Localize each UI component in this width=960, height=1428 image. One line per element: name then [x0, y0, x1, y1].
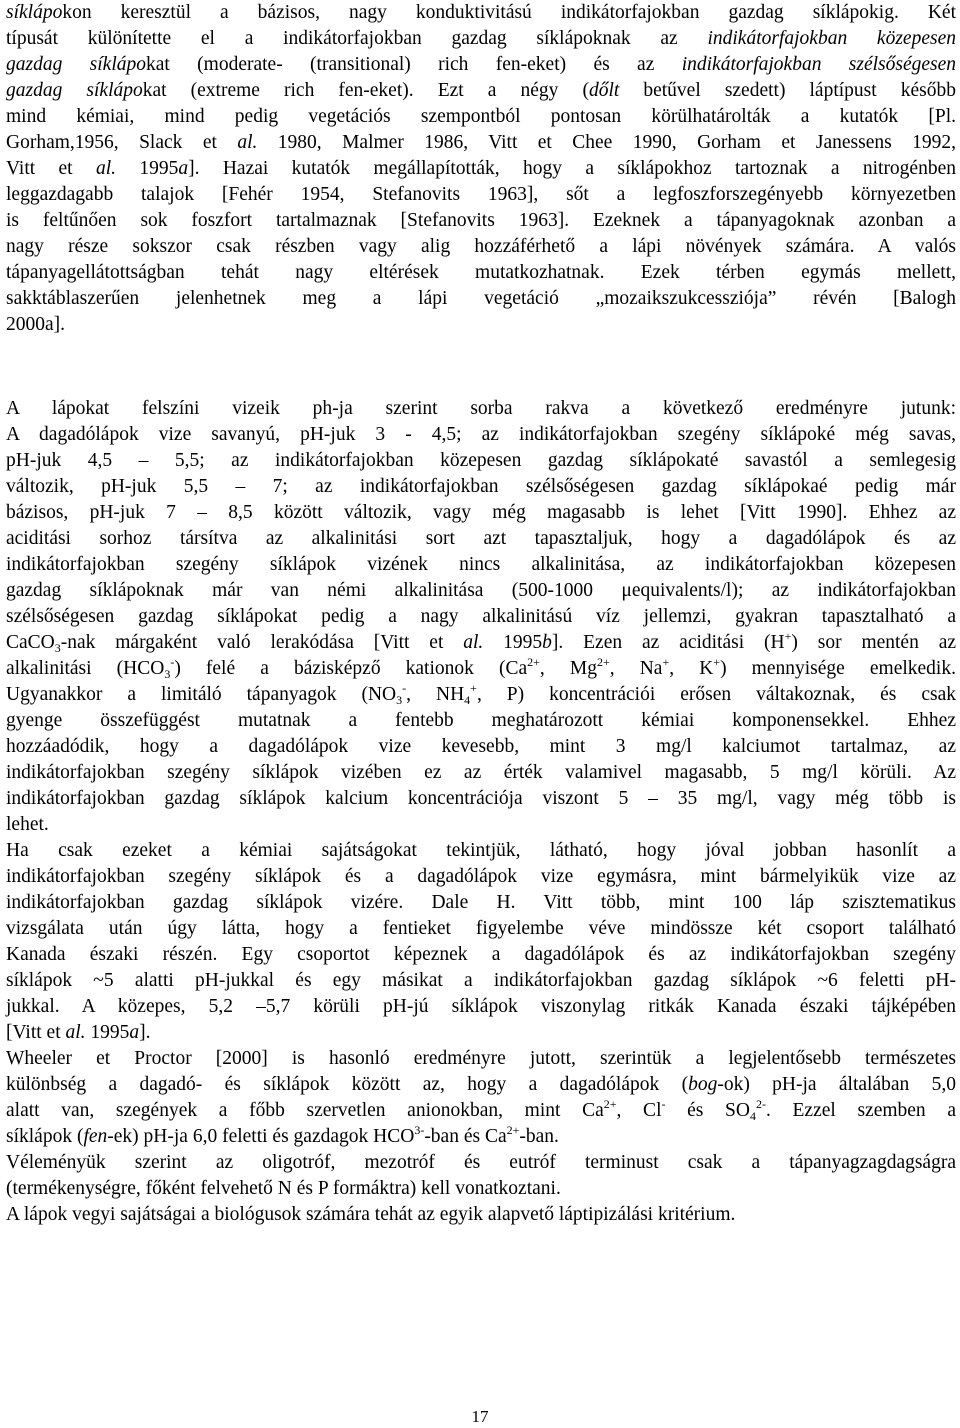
subscript: 4: [464, 693, 471, 707]
text-run: vizsgálata után úgy látta, hogy a fentieket figyelembe véve mindössze két csoport található: [6, 918, 956, 939]
text-run: ) mennyisége emelkedik.: [720, 658, 956, 679]
text-run: gazdag síklápoknak már van némi alkalinitása (500-1000 μequivalents/l); az indikátorfajokban: [6, 580, 956, 601]
text-line: [6, 1124, 956, 1150]
text-line: [6, 78, 956, 104]
text-run: alatt van, szegények a főbb szervetlen anionokban, mint Ca: [6, 1100, 604, 1121]
text-run: aciditási sorhoz társítva az alkalinitási sort azt tapasztaljuk, hogy a dagadólápok és az: [6, 528, 956, 549]
text-run: tápanyagellátottságban tehát nagy eltérések mutatkozhatnak. Ezek térben egymás mellett,: [6, 262, 956, 283]
text-run: indikátorfajokban szegény síklápok vizében ez az érték valamivel magasabb, 5 mg/l körüli. Az: [6, 762, 956, 783]
paragraph-2: [6, 396, 956, 838]
text-line: [6, 578, 956, 604]
text-line: [6, 156, 956, 182]
text-run: gyenge összefüggést mutatnak a fentebb meghatározott kémiai komponensekkel. Ehhez: [6, 710, 956, 731]
text-line: [6, 1176, 956, 1202]
paragraph-5: [6, 1150, 956, 1202]
text-run: Gorham,1956, Slack et: [6, 132, 238, 153]
text-run: lehet.: [6, 814, 49, 835]
text-run: kat (moderate- (transitional) rich fen-eket) és az: [146, 54, 682, 75]
text-run: al.: [65, 1022, 86, 1043]
text-line: [6, 812, 956, 838]
text-run: 1995: [85, 1022, 130, 1043]
text-run: A lápokat felszíni vizeik ph-ja szerint sorba rakva a következő eredményre jutunk:: [6, 398, 956, 419]
text-run: leggazdagabb talajok [Fehér 1954, Stefanovits 1963], sőt a legfoszforszegényebb környezetben: [6, 184, 956, 205]
text-line: [6, 130, 956, 156]
text-run: -ban.: [519, 1126, 559, 1147]
text-run: Véleményük szerint az oligotróf, mezotróf és eutróf terminust csak a tápanyagzagdagságra: [6, 1152, 956, 1173]
text-line: [6, 656, 956, 682]
text-run: gazdag síklápo: [6, 54, 147, 75]
superscript: -: [661, 1097, 666, 1111]
text-line: [6, 52, 956, 78]
text-line: [6, 526, 956, 552]
text-run: CaCO: [6, 632, 55, 653]
text-run: ) felé a bázisképző kationok (Ca: [174, 658, 528, 679]
text-line: [6, 1202, 956, 1228]
text-run: ]. Ezen az aciditási (H: [551, 632, 785, 653]
text-line: [6, 448, 956, 474]
text-line: [6, 994, 956, 1020]
superscript: +: [470, 681, 477, 695]
text-run: 1995: [116, 158, 179, 179]
text-run: -ek) pH-ja 6,0 feletti és gazdagok HCO: [107, 1126, 415, 1147]
subscript: 3: [54, 641, 61, 655]
text-run: -ban és Ca: [424, 1126, 507, 1147]
text-line: [6, 786, 956, 812]
text-run: (termékenységre, főként felvehető N és P formáktra) kell vonatkoztani.: [6, 1178, 561, 1199]
text-line: [6, 26, 956, 52]
superscript: 2+: [506, 1123, 520, 1137]
superscript: 2+: [603, 1097, 617, 1111]
superscript: +: [662, 655, 670, 669]
text-run: indikátorfajokban gazdag síklápok vizére. Dale H. Vitt több, mint 100 láp szisztematikus: [6, 892, 956, 913]
text-line: [6, 312, 956, 338]
text-line: [6, 838, 956, 864]
text-run: al.: [463, 632, 484, 653]
text-line: [6, 208, 956, 234]
text-run: , NH: [406, 684, 465, 705]
text-run: kon keresztül a bázisos, nagy konduktivitású indikátorfajokban gazdag síklápokig. Két: [62, 2, 956, 23]
text-run: síklápok (: [6, 1126, 84, 1147]
text-run: indikátorfajokban szegény síklápok vizének nincs alkalinitása, az indikátorfajokban közepesen: [6, 554, 956, 575]
text-line: [6, 734, 956, 760]
text-run: mind kémiai, mind pedig vegetációs szempontból pontosan körülhatárolták a kutatók [Pl.: [6, 106, 956, 127]
text-run: 2000a].: [6, 314, 66, 335]
text-run: A lápok vegyi sajátságai a biológusok számára tehát az egyik alapvető láptipizálási kritérium.: [6, 1204, 736, 1225]
text-line: [6, 396, 956, 422]
text-run: indikátorfajokban szélsőségesen: [681, 54, 957, 75]
text-run: Ugyanakkor a limitáló tápanyagok (NO: [6, 684, 397, 705]
text-run: hozzáadódik, hogy a dagadólápok vize kevesebb, mint 3 mg/l kalciumot tartalmaz, az: [6, 736, 956, 757]
paragraph-3: [6, 838, 956, 1046]
paragraph-4: [6, 1046, 956, 1150]
superscript: 2+: [527, 655, 540, 669]
text-run: b: [542, 632, 552, 653]
superscript: 2+: [596, 655, 610, 669]
page-number: 17: [471, 1407, 489, 1426]
text-run: Ha csak ezeket a kémiai sajátságokat tekintjük, látható, hogy jóval jobban hasonlít a: [6, 840, 956, 861]
text-run: a: [178, 158, 189, 179]
text-line: [6, 500, 956, 526]
text-line: [6, 890, 956, 916]
superscript: +: [713, 655, 721, 669]
text-run: dőlt: [588, 80, 620, 101]
subscript: 3: [396, 693, 403, 707]
text-line: [6, 0, 956, 26]
text-run: változik, pH-juk 5,5 – 7; az indikátorfajokban szélsőségesen gazdag síklápokaé pedig már: [6, 476, 956, 497]
superscript: -: [402, 681, 407, 695]
text-line: [6, 1072, 956, 1098]
text-run: , Mg: [539, 658, 597, 679]
text-run: -ok) pH-ja általában 5,0: [717, 1074, 956, 1095]
text-run: pH-juk 4,5 – 5,5; az indikátorfajokban közepesen gazdag síklápokaté savastól a semlegesig: [6, 450, 956, 471]
text-run: a: [129, 1022, 140, 1043]
text-line: [6, 708, 956, 734]
text-line: [6, 968, 956, 994]
text-line: [6, 1020, 956, 1046]
text-run: A dagadólápok vize savanyú, pH-juk 3 - 4,5; az indikátorfajokban szegény síklápoké még savas,: [6, 424, 956, 445]
text-run: -nak márgaként való lerakódása [Vitt et: [60, 632, 464, 653]
text-run: indikátorfajokban gazdag síklápok kalcium koncentrációja viszont 5 – 35 mg/l, vagy még több is: [6, 788, 956, 809]
text-run: szélsőségesen gazdag síklápokat pedig a nagy alkalinitású víz jellemzi, gyakran tapasztalható a: [6, 606, 956, 627]
text-run: , P) koncentrációi erősen váltakoznak, és csak: [476, 684, 956, 705]
text-run: és SO: [665, 1100, 750, 1121]
text-line: [6, 234, 956, 260]
superscript: 2-: [755, 1097, 766, 1111]
text-run: fen: [83, 1126, 108, 1147]
text-run: , Cl: [616, 1100, 662, 1121]
text-line: [6, 552, 956, 578]
text-run: gazdag síklápo: [6, 80, 143, 101]
text-run: Kanada északi részén. Egy csoportot képeznek a dagadólápok és az indikátorfajokban szegény: [6, 944, 956, 965]
text-line: [6, 1098, 956, 1124]
text-line: [6, 260, 956, 286]
text-run: 1980, Malmer 1986, Vitt et Chee 1990, Gorham et Janessens 1992,: [257, 132, 956, 153]
text-run: 1995: [483, 632, 543, 653]
text-run: [Vitt et: [6, 1022, 66, 1043]
text-run: nagy része sokszor csak részben vagy alig hozzáférhető a lápi növények számára. A valós: [6, 236, 956, 257]
superscript: -: [170, 655, 175, 669]
text-run: , Na: [609, 658, 663, 679]
text-line: [6, 104, 956, 130]
text-run: típusát különítette el a indikátorfajokban gazdag síklápoknak az: [6, 28, 708, 49]
text-run: indikátorfajokban közepesen: [707, 28, 956, 49]
text-line: [6, 286, 956, 312]
text-line: [6, 630, 956, 656]
superscript: +: [784, 629, 792, 643]
text-line: [6, 474, 956, 500]
text-run: alkalinitási (HCO: [6, 658, 165, 679]
text-line: [6, 760, 956, 786]
paragraph-6: [6, 1202, 956, 1228]
text-run: ].: [139, 1022, 151, 1043]
text-run: Vitt et: [6, 158, 96, 179]
text-run: jukkal. A közepes, 5,2 –5,7 körüli pH-jú síklápok viszonylag ritkák Kanada északi tájképében: [6, 996, 956, 1017]
text-run: bog: [688, 1074, 718, 1095]
text-run: al.: [237, 132, 258, 153]
text-run: ) sor mentén az: [791, 632, 957, 653]
superscript: 3-: [414, 1123, 425, 1137]
text-run: . Ezzel szemben a: [765, 1100, 956, 1121]
text-line: [6, 604, 956, 630]
text-line: [6, 1046, 956, 1072]
text-run: ]. Hazai kutatók megállapították, hogy a síklápokhoz tartoznak a nitrogénben: [188, 158, 956, 179]
text-run: különbség a dagadó- és síklápok között az, hogy a dagadólápok (: [6, 1074, 689, 1095]
text-run: , K: [669, 658, 714, 679]
paragraph-1: [6, 0, 956, 338]
subscript: 3: [164, 667, 171, 681]
text-line: [6, 682, 956, 708]
text-run: kat (extreme rich fen-eket). Ezt a négy (: [142, 80, 589, 101]
text-run: is feltűnően sok foszfort tartalmaznak [Stefanovits 1963]. Ezeknek a tápanyagoknak azonban a: [6, 210, 956, 231]
text-run: al.: [95, 158, 116, 179]
text-run: síklápok ~5 alatti pH-jukkal és egy másikat a indikátorfajokban gazdag síklápok ~6 feletti pH-: [6, 970, 956, 991]
text-line: [6, 182, 956, 208]
text-run: sakktáblaszerűen jelenhetnek meg a lápi vegetáció „mozaikszukcessziója” révén [Balogh: [6, 288, 956, 309]
subscript: 4: [749, 1109, 756, 1123]
text-line: [6, 864, 956, 890]
text-line: [6, 942, 956, 968]
text-run: bázisos, pH-juk 7 – 8,5 között változik, vagy még magasabb is lehet [Vitt 1990]. Ehhez az: [6, 502, 956, 523]
text-run: Wheeler et Proctor [2000] is hasonló eredményre jutott, szerintük a legjelentősebb természetes: [6, 1048, 956, 1069]
text-run: síklápo: [6, 2, 63, 23]
text-line: [6, 1150, 956, 1176]
text-run: indikátorfajokban szegény síklápok és a dagadólápok vize egymásra, mint bármelyikük vize az: [6, 866, 956, 887]
text-run: betűvel szedett) láptípust később: [619, 80, 956, 101]
text-line: [6, 916, 956, 942]
text-line: [6, 422, 956, 448]
